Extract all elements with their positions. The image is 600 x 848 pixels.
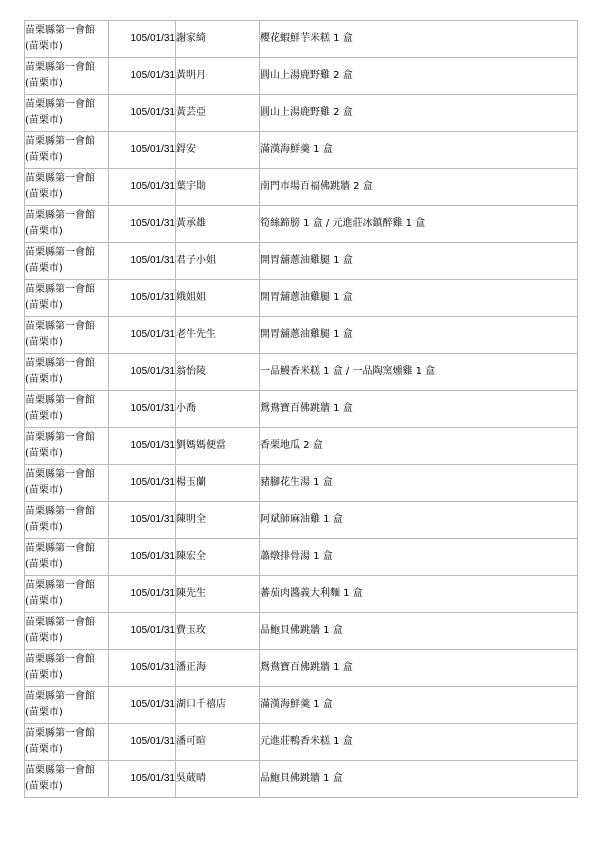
winner-name-cell: 陳先生: [176, 576, 260, 613]
prize-item-cell: 豬腳花生湯 1 盒: [260, 465, 578, 502]
table-row: [25, 465, 578, 502]
prize-item-cell: 鴛鴦寶百佛跳牆 1 盒: [260, 391, 578, 428]
prize-item-cell: 滿漢海鮮羹 1 盒: [260, 132, 578, 169]
date-cell: 105/01/31: [109, 58, 176, 95]
prize-item-cell: 蕭燉排骨湯 1 盒: [260, 539, 578, 576]
venue-cell: [25, 132, 109, 169]
venue-name: 苗栗縣第一會館: [25, 506, 95, 517]
table-row: [25, 280, 578, 317]
venue-city: (苗栗市): [25, 152, 63, 163]
table-row: [25, 354, 578, 391]
venue-city: (苗栗市): [25, 41, 63, 52]
table-row: [25, 761, 578, 798]
table-body: [25, 21, 578, 798]
table-row: [25, 576, 578, 613]
venue-city: (苗栗市): [25, 522, 63, 533]
venue-cell: [25, 576, 109, 613]
prize-item-cell: 南門市場百福佛跳牆 2 盒: [260, 169, 578, 206]
date-cell: 105/01/31: [109, 650, 176, 687]
table-row: [25, 724, 578, 761]
venue-name: 苗栗縣第一會館: [25, 25, 95, 36]
date-cell: 105/01/31: [109, 132, 176, 169]
venue-name: 苗栗縣第一會館: [25, 284, 95, 295]
venue-name: 苗栗縣第一會館: [25, 691, 95, 702]
venue-city: (苗栗市): [25, 78, 63, 89]
winners-table: [24, 20, 578, 798]
venue-city: (苗栗市): [25, 559, 63, 570]
venue-name: 苗栗縣第一會館: [25, 321, 95, 332]
venue-city: (苗栗市): [25, 115, 63, 126]
prize-item-cell: 蕃茄肉醬義大利麵 1 盒: [260, 576, 578, 613]
venue-cell: [25, 724, 109, 761]
winner-name-cell: 潘可暄: [176, 724, 260, 761]
date-cell: 105/01/31: [109, 539, 176, 576]
date-cell: 105/01/31: [109, 613, 176, 650]
winner-name-cell: 鍀安: [176, 132, 260, 169]
venue-cell: [25, 465, 109, 502]
venue-cell: [25, 206, 109, 243]
winner-name-cell: 黃明月: [176, 58, 260, 95]
winner-name-cell: 翁怡陵: [176, 354, 260, 391]
prize-item-cell: 櫻花蝦鮮芋米糕 1 盒: [260, 21, 578, 58]
prize-item-cell: 香栗地瓜 2 盒: [260, 428, 578, 465]
venue-city: (苗栗市): [25, 448, 63, 459]
venue-cell: [25, 280, 109, 317]
prize-item-cell: 筍絲蹄膀 1 盒 / 元進莊冰鎮醉雞 1 盒: [260, 206, 578, 243]
winner-name-cell: 潘正海: [176, 650, 260, 687]
venue-city: (苗栗市): [25, 411, 63, 422]
date-cell: 105/01/31: [109, 280, 176, 317]
date-cell: 105/01/31: [109, 724, 176, 761]
date-cell: 105/01/31: [109, 761, 176, 798]
table-row: [25, 428, 578, 465]
venue-cell: [25, 169, 109, 206]
date-cell: 105/01/31: [109, 317, 176, 354]
venue-name: 苗栗縣第一會館: [25, 99, 95, 110]
venue-name: 苗栗縣第一會館: [25, 247, 95, 258]
date-cell: 105/01/31: [109, 428, 176, 465]
venue-city: (苗栗市): [25, 781, 63, 792]
venue-name: 苗栗縣第一會館: [25, 136, 95, 147]
venue-cell: [25, 428, 109, 465]
winner-name-cell: 君子小姐: [176, 243, 260, 280]
venue-name: 苗栗縣第一會館: [25, 728, 95, 739]
venue-city: (苗栗市): [25, 633, 63, 644]
winner-name-cell: 陳宏全: [176, 539, 260, 576]
date-cell: 105/01/31: [109, 206, 176, 243]
winner-name-cell: 小喬: [176, 391, 260, 428]
table-row: [25, 132, 578, 169]
venue-cell: [25, 21, 109, 58]
table-row: [25, 502, 578, 539]
venue-name: 苗栗縣第一會館: [25, 395, 95, 406]
table-row: [25, 95, 578, 132]
venue-cell: [25, 650, 109, 687]
date-cell: 105/01/31: [109, 687, 176, 724]
venue-cell: [25, 761, 109, 798]
venue-name: 苗栗縣第一會館: [25, 765, 95, 776]
venue-city: (苗栗市): [25, 300, 63, 311]
prize-item-cell: 元進莊鴨香米糕 1 盒: [260, 724, 578, 761]
date-cell: 105/01/31: [109, 465, 176, 502]
venue-city: (苗栗市): [25, 596, 63, 607]
table-row: [25, 317, 578, 354]
winner-name-cell: 陳明全: [176, 502, 260, 539]
prize-item-cell: 圓山上湯鹿野雞 2 盒: [260, 95, 578, 132]
prize-item-cell: 一品鰻香米糕 1 盒 / 一品陶窯燻雞 1 盒: [260, 354, 578, 391]
venue-city: (苗栗市): [25, 263, 63, 274]
venue-city: (苗栗市): [25, 744, 63, 755]
date-cell: 105/01/31: [109, 576, 176, 613]
venue-name: 苗栗縣第一會館: [25, 469, 95, 480]
table-row: [25, 169, 578, 206]
date-cell: 105/01/31: [109, 391, 176, 428]
winner-name-cell: 吳葳晴: [176, 761, 260, 798]
date-cell: 105/01/31: [109, 243, 176, 280]
winner-name-cell: 費玉玫: [176, 613, 260, 650]
table-row: [25, 650, 578, 687]
prize-item-cell: 品鮑貝佛跳牆 1 盒: [260, 613, 578, 650]
date-cell: 105/01/31: [109, 95, 176, 132]
venue-name: 苗栗縣第一會館: [25, 543, 95, 554]
winner-name-cell: 葉宇勛: [176, 169, 260, 206]
venue-name: 苗栗縣第一會館: [25, 617, 95, 628]
winner-name-cell: 黃芸亞: [176, 95, 260, 132]
venue-city: (苗栗市): [25, 189, 63, 200]
venue-cell: [25, 613, 109, 650]
venue-cell: [25, 243, 109, 280]
table-row: [25, 206, 578, 243]
venue-cell: [25, 95, 109, 132]
prize-item-cell: 滿漢海鮮羹 1 盒: [260, 687, 578, 724]
table-row: [25, 391, 578, 428]
venue-name: 苗栗縣第一會館: [25, 654, 95, 665]
winner-name-cell: 謝家綺: [176, 21, 260, 58]
venue-cell: [25, 391, 109, 428]
winner-name-cell: 湖口千禧店: [176, 687, 260, 724]
table-row: [25, 613, 578, 650]
winner-name-cell: 娥姐姐: [176, 280, 260, 317]
venue-cell: [25, 317, 109, 354]
prize-item-cell: 阿斌師麻油雞 1 盒: [260, 502, 578, 539]
table-row: [25, 243, 578, 280]
venue-city: (苗栗市): [25, 670, 63, 681]
date-cell: 105/01/31: [109, 21, 176, 58]
venue-cell: [25, 687, 109, 724]
venue-city: (苗栗市): [25, 337, 63, 348]
table-row: [25, 539, 578, 576]
winner-name-cell: 楊玉蘭: [176, 465, 260, 502]
venue-name: 苗栗縣第一會館: [25, 580, 95, 591]
venue-city: (苗栗市): [25, 707, 63, 718]
venue-city: (苗栗市): [25, 226, 63, 237]
venue-cell: [25, 58, 109, 95]
venue-city: (苗栗市): [25, 374, 63, 385]
prize-item-cell: 開胃舖蔥油雞腿 1 盒: [260, 280, 578, 317]
date-cell: 105/01/31: [109, 502, 176, 539]
date-cell: 105/01/31: [109, 169, 176, 206]
prize-item-cell: 開胃舖蔥油雞腿 1 盒: [260, 243, 578, 280]
venue-name: 苗栗縣第一會館: [25, 358, 95, 369]
winner-name-cell: 黃承雄: [176, 206, 260, 243]
prize-item-cell: 鴛鴦寶百佛跳牆 1 盒: [260, 650, 578, 687]
winner-name-cell: 老牛先生: [176, 317, 260, 354]
prize-item-cell: 圓山上湯鹿野雞 2 盒: [260, 58, 578, 95]
venue-city: (苗栗市): [25, 485, 63, 496]
venue-name: 苗栗縣第一會館: [25, 173, 95, 184]
venue-cell: [25, 502, 109, 539]
venue-name: 苗栗縣第一會館: [25, 62, 95, 73]
prize-item-cell: 開胃舖蔥油雞腿 1 盒: [260, 317, 578, 354]
table-row: [25, 58, 578, 95]
venue-cell: [25, 354, 109, 391]
prize-item-cell: 品鮑貝佛跳牆 1 盒: [260, 761, 578, 798]
date-cell: 105/01/31: [109, 354, 176, 391]
venue-cell: [25, 539, 109, 576]
winner-name-cell: 劉媽媽便當: [176, 428, 260, 465]
venue-name: 苗栗縣第一會館: [25, 210, 95, 221]
venue-name: 苗栗縣第一會館: [25, 432, 95, 443]
table-row: [25, 687, 578, 724]
table-row: [25, 21, 578, 58]
